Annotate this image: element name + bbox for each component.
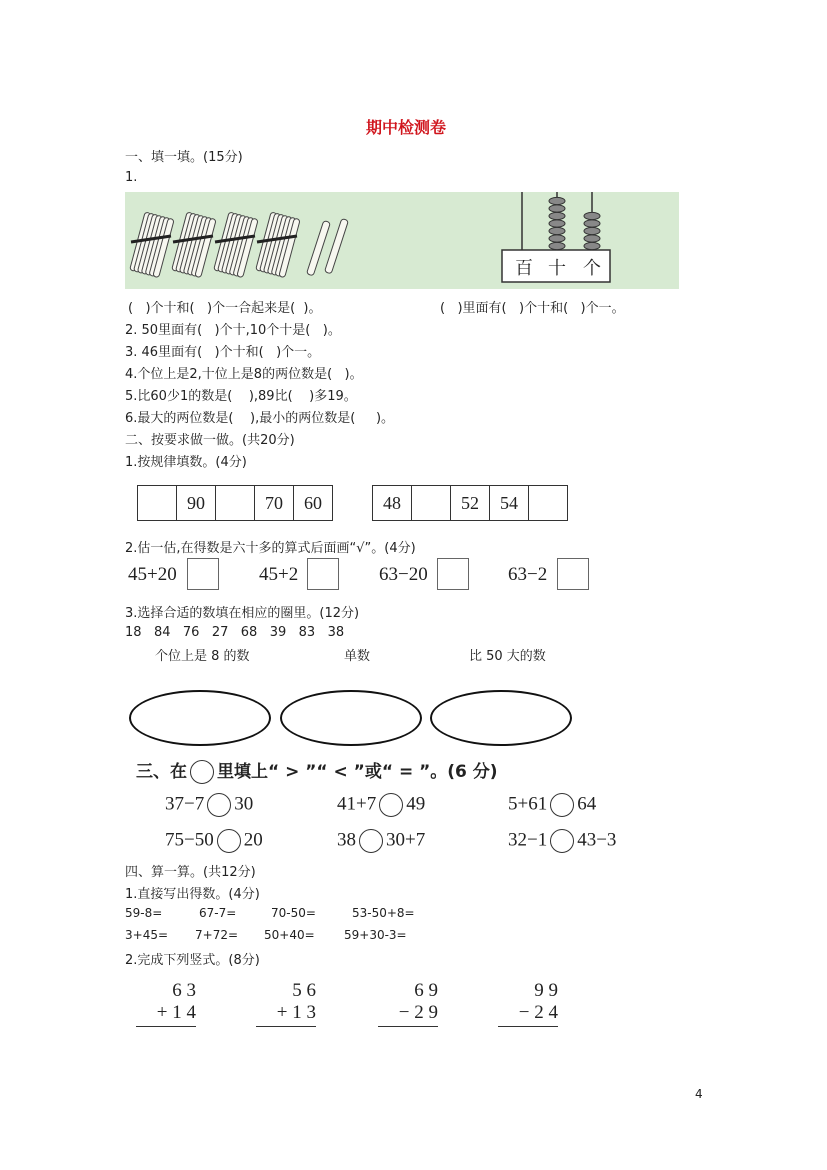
number-sequence-2	[372, 485, 568, 521]
sequence-cell: 52	[451, 486, 490, 520]
mental-math-item: 59+30-3=	[344, 928, 407, 942]
vertical-line	[136, 1026, 196, 1027]
comparison-left: 75−50	[165, 829, 214, 851]
comparison-item	[337, 829, 425, 853]
vertical-bottom: + 1 3	[276, 1002, 316, 1023]
abacus-bead	[584, 235, 600, 242]
answer-box[interactable]	[187, 558, 219, 590]
answer-box[interactable]	[437, 558, 469, 590]
category-label-ones-8: 个位上是 8 的数	[155, 649, 250, 664]
vertical-calculation	[498, 980, 558, 1027]
section-3-heading-a: 三、在	[136, 762, 187, 782]
comparison-circle[interactable]	[550, 793, 574, 817]
vertical-line	[498, 1026, 558, 1027]
loose-sticks	[306, 218, 348, 275]
page-title: 期中检测卷	[366, 118, 447, 137]
counting-figure	[125, 192, 679, 289]
section-2-question-2: 2.估一估,在得数是六十多的算式后面画“√”。(4分)	[125, 541, 416, 556]
abacus-bead	[584, 227, 600, 234]
comparison-right: 30+7	[386, 829, 426, 851]
section-3-heading	[136, 757, 498, 784]
answer-ellipse-odd[interactable]	[280, 690, 422, 746]
abacus-bead	[549, 212, 565, 219]
abacus-bead	[584, 220, 600, 227]
vertical-top: 6 3	[172, 980, 196, 1001]
section-1-heading: 一、填一填。(15分)	[125, 150, 243, 165]
category-label-odd: 单数	[344, 649, 371, 664]
question-1-text-b: ( )里面有( )个十和( )个一。	[440, 301, 625, 316]
comparison-left: 38	[337, 829, 356, 851]
vertical-line	[378, 1026, 438, 1027]
question-3: 3. 46里面有( )个十和( )个一。	[125, 345, 321, 360]
comparison-left: 37−7	[165, 793, 205, 815]
sequence-cell: 90	[177, 486, 216, 520]
vertical-top: 6 9	[414, 980, 438, 1001]
sequence-cell[interactable]	[529, 486, 567, 520]
mental-math-item: 3+45=	[125, 928, 169, 942]
comparison-circle[interactable]	[217, 829, 241, 853]
place-label-tens: 十	[548, 258, 566, 278]
vertical-calculation	[378, 980, 438, 1027]
mental-math-item: 53-50+8=	[352, 906, 415, 920]
comparison-item	[508, 793, 596, 817]
vertical-top: 9 9	[534, 980, 558, 1001]
comparison-right: 49	[406, 793, 426, 815]
section-2-heading: 二、按要求做一做。(共20分)	[125, 433, 295, 448]
question-2: 2. 50里面有( )个十,10个十是( )。	[125, 323, 341, 338]
comparison-circle[interactable]	[550, 829, 574, 853]
section-4-heading: 四、算一算。(共12分)	[125, 865, 256, 880]
question-1-text-a: ( )个十和( )个一合起来是( )。	[128, 301, 322, 316]
comparison-right: 20	[243, 829, 263, 851]
vertical-top: 5 6	[292, 980, 316, 1001]
mental-math-item: 70-50=	[271, 906, 316, 920]
sequence-cell: 60	[304, 492, 322, 513]
mental-math-item: 50+40=	[264, 928, 315, 942]
sequence-cell: 54	[490, 486, 529, 520]
comparison-right: 43−3	[577, 829, 617, 851]
comparison-circle[interactable]	[207, 793, 231, 817]
vertical-calculation	[256, 980, 316, 1027]
question-5: 5.比60少1的数是( ),89比( )多19。	[125, 389, 357, 404]
section-3-heading-b: 里填上“ > ”“ < ”或“ = ”。(6 分)	[217, 762, 498, 782]
sequence-cell[interactable]	[412, 486, 451, 520]
vertical-calculation	[136, 980, 196, 1027]
comparison-right: 30	[234, 793, 254, 815]
circle-icon	[190, 760, 214, 784]
stick-bundle	[256, 212, 301, 278]
section-2-question-3: 3.选择合适的数填在相应的圈里。(12分)	[125, 606, 360, 621]
abacus-bead	[549, 227, 565, 234]
abacus-bead	[584, 212, 600, 219]
stick-bundle	[172, 212, 217, 278]
place-label-hundreds: 百	[515, 258, 533, 278]
comparison-item	[337, 793, 425, 817]
comparison-item	[165, 793, 253, 817]
comparison-left: 5+61	[508, 793, 548, 815]
estimate-expression: 45+2	[259, 564, 299, 585]
stick-bundle	[130, 212, 175, 278]
abacus-bead	[549, 235, 565, 242]
vertical-bottom: − 2 4	[518, 1002, 558, 1023]
vertical-bottom: − 2 9	[398, 1002, 438, 1023]
stick-bundle	[214, 212, 259, 278]
section-4-question-1: 1.直接写出得数。(4分)	[125, 887, 260, 902]
comparison-item	[508, 829, 616, 853]
vertical-bottom: + 1 4	[156, 1002, 196, 1023]
abacus-bead	[549, 197, 565, 204]
estimate-expression: 45+20	[128, 564, 177, 585]
question-6: 6.最大的两位数是( ),最小的两位数是( )。	[125, 411, 395, 426]
sequence-cell[interactable]	[138, 486, 177, 520]
vertical-line	[256, 1026, 316, 1027]
comparison-circle[interactable]	[359, 829, 383, 853]
mental-math-item: 67-7=	[199, 906, 237, 920]
answer-ellipse-over-50[interactable]	[430, 690, 572, 746]
abacus-bead	[584, 242, 600, 249]
answer-ellipse-ones-8[interactable]	[129, 690, 271, 746]
question-4: 4.个位上是2,十位上是8的两位数是( )。	[125, 367, 363, 382]
question-1-number: 1.	[125, 170, 138, 185]
section-4-question-2: 2.完成下列竖式。(8分)	[125, 953, 260, 968]
comparison-left: 41+7	[337, 793, 377, 815]
sequence-cell[interactable]	[216, 486, 255, 520]
comparison-circle[interactable]	[379, 793, 403, 817]
sequence-cell: 70	[255, 486, 294, 520]
category-label-over-50: 比 50 大的数	[469, 649, 546, 664]
place-label-ones: 个	[583, 258, 601, 278]
sequence-cell: 48	[373, 486, 412, 520]
abacus-bead	[549, 242, 565, 249]
estimate-expression: 63−20	[379, 564, 428, 585]
comparison-left: 32−1	[508, 829, 548, 851]
estimate-expression: 63−2	[508, 564, 548, 585]
section-2-question-1: 1.按规律填数。(4分)	[125, 455, 247, 470]
number-sequence-1	[137, 485, 333, 521]
abacus-bead	[549, 220, 565, 227]
stick-bundles	[130, 212, 301, 278]
comparison-right: 64	[577, 793, 597, 815]
mental-math-item: 7+72=	[195, 928, 239, 942]
number-pool: 18 84 76 27 68 39 83 38	[125, 625, 345, 640]
abacus-bead	[549, 205, 565, 212]
answer-box[interactable]	[557, 558, 589, 590]
answer-box[interactable]	[307, 558, 339, 590]
page-number: 4	[695, 1087, 703, 1101]
mental-math-item: 59-8=	[125, 906, 163, 920]
comparison-item	[165, 829, 263, 853]
